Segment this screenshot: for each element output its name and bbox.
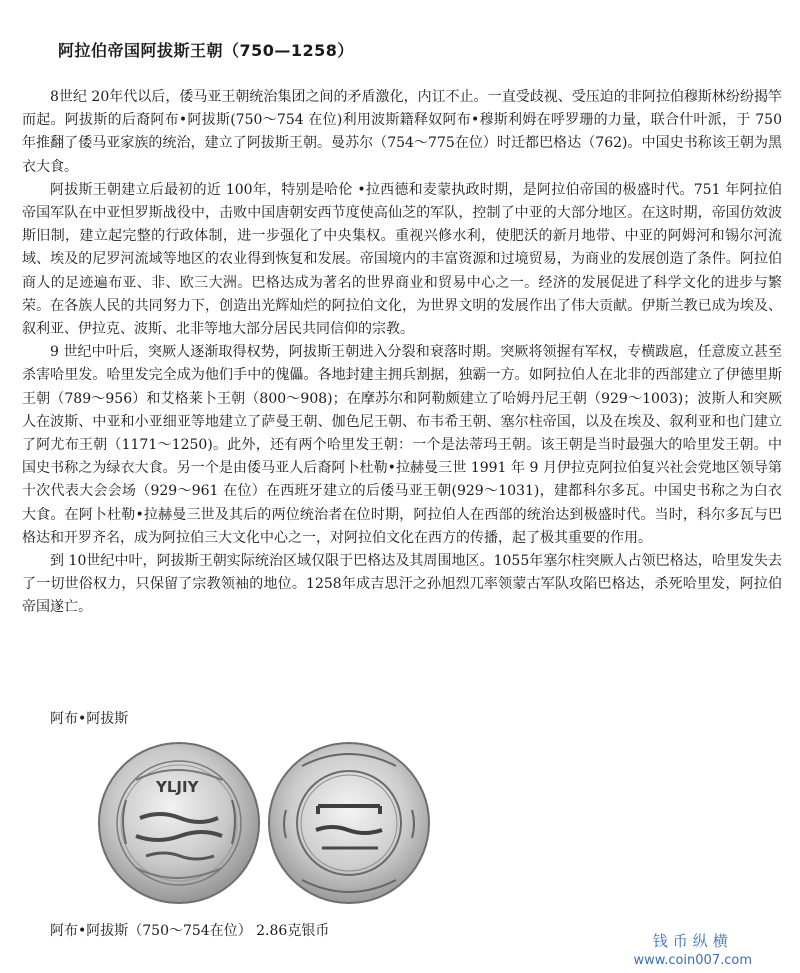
watermark-url: www.coin007.com [633, 953, 752, 968]
coin-inscription: ΥLJIΥ [156, 778, 199, 796]
paragraph-1: 8世纪 20年代以后，倭马亚王朝统治集团之间的矛盾激化，内讧不止。一直受歧视、受压迫的非阿拉伯穆斯林纷纷揭竿而起。阿拔斯的后裔阿布•阿拔斯(750～754 在位)利用波斯籍释奴阿布•穆斯利姆在呼罗珊的力量，联合什叶派，于 750年推翻了倭马亚家族的统治，建立了阿拔斯王朝。曼苏尔（754～775在位）时迁都巴格达（762)。中国史书称该王朝为黑衣大食。 [22, 89, 782, 175]
paragraph-4: 到 10世纪中叶，阿拔斯王朝实际统治区域仅限于巴格达及其周围地区。1055年塞尔柱突厥人占领巴格达，哈里发失去了一切世俗权力，只保留了宗教领袖的地位。1258年成吉思汗之孙旭烈兀率领蒙古军队攻陷巴格达，杀死哈里发，阿拉伯帝国遂亡。 [22, 553, 782, 616]
page-title: 阿拉伯帝国阿拔斯王朝（750—1258） [58, 41, 354, 60]
watermark-chinese: 钱币纵横 [652, 932, 733, 950]
body-text [22, 86, 782, 620]
watermark [634, 930, 753, 968]
paragraph-2: 阿拔斯王朝建立后最初的近 100年，特别是哈伦 •拉西德和麦蒙执政时期，是阿拉伯帝国的极盛时代。751 年阿拉伯帝国军队在中亚怛罗斯战役中，击败中国唐朝安西节度使高仙芝的军队，控制了中亚的大部分地区。在这时期，帝国仿效波斯旧制，建立起完整的行政体制，进一步强化了中央集权。重视兴修水利，使肥沃的新月地带、中亚的阿姆河和锡尔河流域、埃及的尼罗河流域等地区的农业得到恢复和发展。帝国境内的丰富资源和过境贸易，为商业的发展创造了条件。阿拉伯商人的足迹遍布亚、非、欧三大洲。巴格达成为著名的世界商业和贸易中心之一。经济的发展促进了科学文化的进步与繁荣。在各族人民的共同努力下，创造出光辉灿烂的阿拉伯文化，为世界文明的发展作出了伟大贡献。伊斯兰教已成为埃及、叙利亚、伊拉克、波斯、北非等地大部分居民共同信仰的宗教。 [22, 181, 782, 338]
figure-label: 阿布•阿拔斯 [50, 711, 129, 727]
figure-caption: 阿布•阿拔斯（750～754在位） 2.86克银币 [50, 923, 330, 939]
coin-obverse-image [96, 740, 262, 906]
coin-reverse-image [266, 740, 432, 906]
paragraph-3: 9 世纪中叶后，突厥人逐渐取得权势，阿拔斯王朝进入分裂和衰落时期。突厥将领握有军权，专横跋扈，任意废立甚至杀害哈里发。哈里发完全成为他们手中的傀儡。各地封建主拥兵割据，独霸一方。如阿拉伯人在北非的西部建立了伊德里斯王朝（789～956）和艾格莱卜王朝（800～908)；在摩苏尔和阿勒颇建立了哈姆丹尼王朝（929～1003)；波斯人和突厥人在波斯、中亚和小亚细亚等地建立了萨曼王朝、伽色尼王朝、布韦希王朝、塞尔柱帝国，以及在埃及、叙利亚和也门建立了阿尤布王朝（1171～1250)。此外，还有两个哈里发王朝：一个是法蒂玛王朝。该王朝是当时最强大的哈里发王朝。中国史书称之为绿衣大食。另一个是由倭马亚人后裔阿卜杜勒•拉赫曼三世 1991 年 9 月伊拉克阿拉伯复兴社会党地区领导第十次代表大会会场（929～961 在位）在西班牙建立的后倭马亚王朝(929～1031)，建都科尔多瓦。中国史书称之为白衣大食。在阿卜杜勒•拉赫曼三世及其后的两位统治者在位时期，阿拉伯人在西部的统治达到极盛时代。当时，科尔多瓦与巴格达和开罗齐名，成为阿拉伯三大文化中心之一，对阿拉伯文化在西方的传播，起了极其重要的作用。 [22, 344, 782, 546]
